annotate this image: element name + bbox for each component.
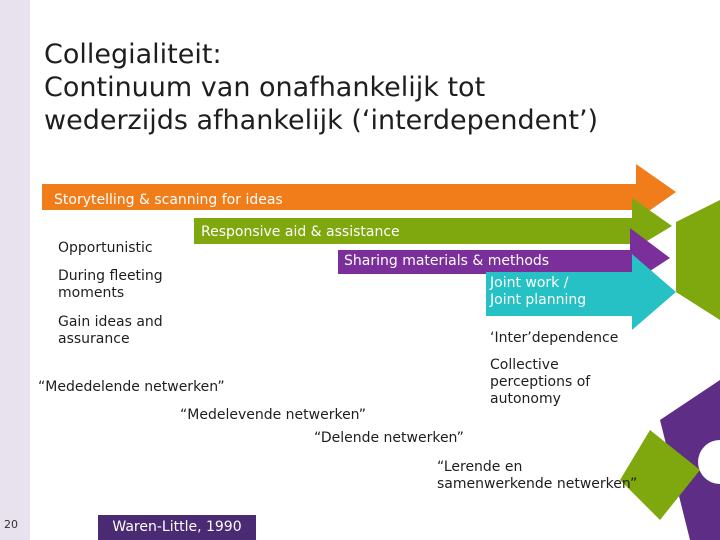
quote-mededelende: “Mededelende netwerken”	[38, 379, 225, 395]
right-item-line-1: Collective	[490, 357, 559, 373]
right-item-line-2: perceptions of	[490, 374, 591, 390]
title-line-3: wederzijds afhankelijk (‘interdependent’)	[44, 105, 599, 136]
quote-lerende-line-2: samenwerkende netwerken”	[437, 476, 638, 492]
right-item-line-3: autonomy	[490, 391, 561, 407]
left-item-during-fleeting	[58, 268, 163, 302]
left-item-during-fleeting-line-2: moments	[58, 285, 125, 301]
slide-title	[44, 38, 684, 137]
right-item-interdependence: ‘Inter’dependence	[490, 330, 619, 346]
left-item-gain-ideas-line-2: assurance	[58, 331, 130, 347]
left-item-gain-ideas	[58, 314, 163, 348]
arrow-responsive-aid-label: Responsive aid & assistance	[201, 224, 400, 240]
slide-number: 20	[4, 518, 18, 531]
right-item-collective-perceptions	[490, 357, 590, 408]
quote-medelevende: “Medelevende netwerken”	[180, 407, 367, 423]
joint-work-line-1: Joint work /	[490, 275, 569, 291]
title-line-1: Collegialiteit:	[44, 39, 222, 70]
title-line-2: Continuum van onafhankelijk tot	[44, 72, 486, 103]
quote-delende: “Delende netwerken”	[314, 430, 464, 446]
left-item-gain-ideas-line-1: Gain ideas and	[58, 314, 163, 330]
left-item-opportunistic: Opportunistic	[58, 240, 153, 256]
left-item-during-fleeting-line-1: During fleeting	[58, 268, 163, 284]
citation: Waren-Little, 1990	[98, 515, 256, 540]
arrow-joint-work-label	[490, 275, 586, 309]
quote-lerende	[437, 459, 637, 493]
arrow-sharing-materials-label: Sharing materials & methods	[344, 253, 550, 269]
joint-work-line-2: Joint planning	[490, 292, 587, 308]
quote-lerende-line-1: “Lerende en	[437, 459, 523, 475]
arrow-storytelling-label: Storytelling & scanning for ideas	[54, 192, 283, 208]
